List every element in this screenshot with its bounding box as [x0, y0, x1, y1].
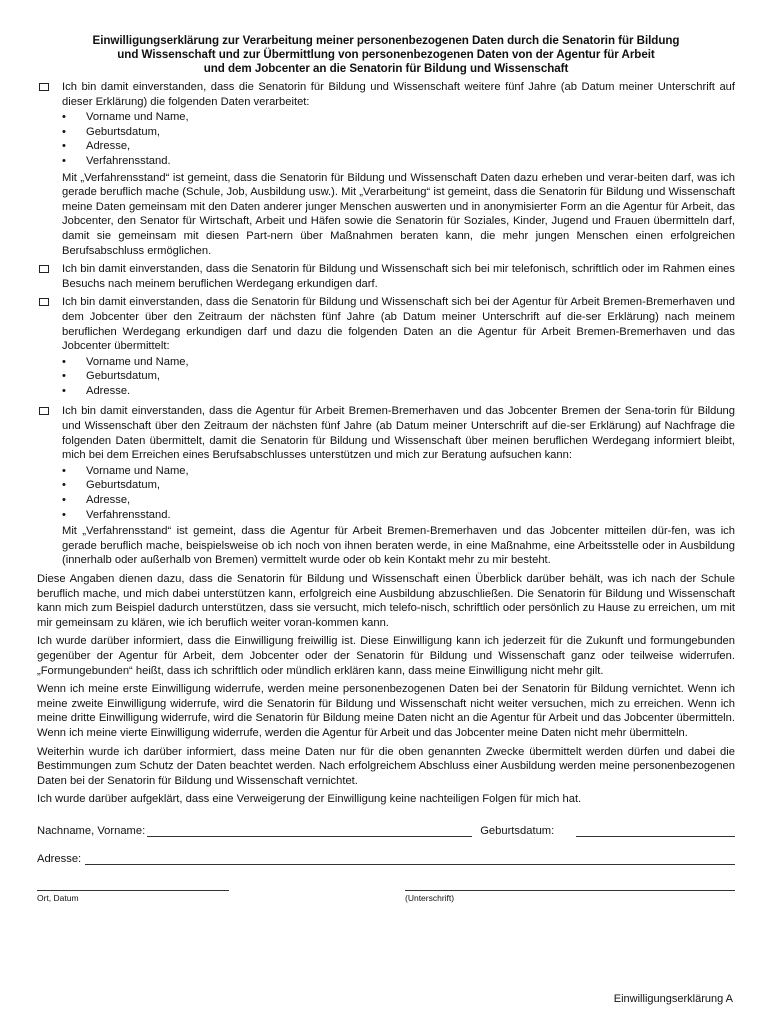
list-item: • Geburtsdatum,: [62, 479, 160, 492]
address-label: Adresse:: [37, 852, 82, 865]
list-item: • Adresse,: [62, 140, 131, 153]
document-title: [37, 34, 735, 76]
consent-4-text: Ich bin damit einverstanden, dass die Agentur für Arbeit Bremen-Bremerhaven und das Jobcenter Bremen der Sena-torin für Bildung und Wissenschaft über den Zeitraum der nächsten fünf Jahre (ab Datum meiner Unterschrift auf die-ser Erklärung) auf Nachfrage die folgenden Daten übermittelt, damit die Senatorin für Bildung und Wissenschaft über meinen beruflichen Werdegang informiert bleibt, mich bei dem Erreichen eines Berufsabschlusses unterstützen und mich zur Beratung aufsuchen kann:: [62, 405, 735, 462]
birthdate-label: Geburtsdatum:: [480, 824, 555, 837]
consent-item-2: [37, 262, 735, 291]
consent-1-list: [62, 110, 735, 168]
consent-3-text: Ich bin damit einverstanden, dass die Senatorin für Bildung und Wissenschaft sich bei der Agentur für Arbeit Bremen-Bremerhaven und dem Jobcenter über den Zeitraum der nächsten fünf Jahre (ab Datum meiner Unterschrift auf die-ser Erklärung) nach meinem beruflichen Werdegang erkundigen darf und dazu die folgenden Daten an die Agentur für Arbeit Bremen-Bremerhaven und das Jobcenter übermittelt:: [62, 296, 735, 353]
footer-form-id: Einwilligungserklärung A: [613, 993, 733, 1005]
list-item: • Adresse,: [62, 494, 131, 507]
consent-4-note: Mit „Verfahrensstand“ ist gemeint, dass die Agentur für Arbeit Bremen-Bremerhaven und das Jobcenter mitteilen dür-fen, was ich gerade beruflich mache, beispielsweise ob ich noch von ihnen beraten werde, in eine Maßnahme, eine Arbeitsstelle oder in Ausbildung (innerhalb oder außerhalb von Bremen) vermittelt wurde oder ob kein Kontakt mehr zu mir besteht.: [62, 525, 735, 567]
consent-2-text: Ich bin damit einverstanden, dass die Senatorin für Bildung und Wissenschaft sich bei mir telefonisch, schriftlich oder im Rahmen eines Besuchs nach meinem beruflichen Werdegang erkundigen darf.: [62, 263, 735, 290]
consent-3-list: [62, 355, 735, 399]
consent-3-checkbox[interactable]: [39, 298, 49, 306]
list-item: • Adresse.: [62, 384, 131, 397]
title-line: und Wissenschaft und zur Übermittlung von personenbezogenen Daten von der Agentur für Arbeit: [117, 48, 655, 61]
list-item: • Geburtsdatum,: [62, 125, 160, 138]
consent-4-checkbox[interactable]: [39, 407, 49, 415]
place-date-label: Ort, Datum: [37, 892, 79, 903]
consent-1-text: Ich bin damit einverstanden, dass die Senatorin für Bildung und Wissenschaft weitere fünf Jahre (ab Datum meiner Unterschrift auf dieser Erklärung) die folgenden Daten verarbeitet:: [62, 81, 735, 108]
paragraph-data-use: Weiterhin wurde ich darüber informiert, dass meine Daten nur für die oben genannten Zwecke übermittelt werden dürfen und dabei die Bestimmungen zum Schutz der Daten beachtet werden. Nach erfolgreichem Abschluss einer Ausbildung werden meine personenbezogenen Daten bei der Senatorin für Bildung und Wissenschaft vernichtet.: [37, 745, 735, 787]
paragraph-revocation: Wenn ich meine erste Einwilligung widerrufe, werden meine personenbezogenen Daten bei der Senatorin für Bildung vernichtet. Wenn ich meine zweite Einwilligung widerrufe, wird die Senatorin für Bildung und Wissenschaft nicht weiter versuchen, mich zu erreichen. Wenn ich meine dritte Einwilligung widerrufe, wird die Senatorin für Bildung meine Daten nicht an die Agentur für Arbeit und das Jobcenter übermitteln. Wenn ich meine vierte Einwilligung widerrufe, werden die Agentur für Arbeit und das Jobcenter meine Daten nicht mehr übermitteln.: [37, 683, 735, 739]
name-field[interactable]: [147, 825, 472, 837]
list-item: • Geburtsdatum,: [62, 370, 160, 383]
consent-item-1: [37, 80, 735, 258]
list-item: • Vorname und Name,: [62, 464, 189, 477]
consent-4-list: [62, 464, 735, 522]
list-item: • Verfahrensstand.: [62, 154, 171, 167]
consent-item-4: [37, 404, 735, 568]
consent-2-checkbox[interactable]: [39, 265, 49, 273]
title-line: Einwilligungserklärung zur Verarbeitung meiner personenbezogenen Daten durch die Senatorin für Bildung: [92, 34, 680, 47]
signature-label: (Unterschrift): [405, 892, 455, 903]
address-field[interactable]: [85, 853, 735, 865]
place-date-line[interactable]: [37, 889, 229, 891]
title-line: und dem Jobcenter an die Senatorin für Bildung und Wissenschaft: [203, 62, 569, 75]
document-page: [37, 34, 735, 903]
list-item: • Vorname und Name,: [62, 355, 189, 368]
signature-line[interactable]: [405, 889, 735, 891]
paragraph-purpose: Diese Angaben dienen dazu, dass die Senatorin für Bildung und Wissenschaft einen Überblick darüber behält, was ich nach der Schule beruflich mache, und mich dabei unterstützen kann, erfolgreich eine Ausbildung abzuschließen. Die Senatorin für Bildung und Wissenschaft kann mich zum Beispiel dadurch unterstützen, dass sie versucht, mich telefo-nisch, schriftlich oder persönlich zu Hause zu erreichen, um mit mir gemeinsam zu klären, wie ich beruflich weiter voran-kommen kann.: [37, 573, 735, 629]
consent-1-note: Mit „Verfahrensstand“ ist gemeint, dass die Senatorin für Bildung und Wissenschaft Daten dazu erheben und verar-beiten darf, was ich gerade beruflich mache (Schule, Job, Ausbildung usw.). Mit „Verarbeitung“ ist gemeint, dass die Senatorin für Bildung und Wissenschaft meine Daten gemeinsam mit den Daten anderer junger Menschen auswerten und in anonymisierter Form an die Agentur für Arbeit, das Jobcenter, den Senator für Wirtschaft, Arbeit und Häfen sowie die Senatorin für Soziales, Kinder, Jugend und Frauen übermitteln darf, damit sie gemeinsam mit diesen Part-nern über Maßnahmen beraten kann, die mehr jungen Menschen einen erfolgreichen Berufsabschluss ermöglichen.: [62, 171, 735, 257]
form-fields: [37, 825, 735, 865]
paragraph-voluntary: Ich wurde darüber informiert, dass die Einwilligung freiwillig ist. Diese Einwilligung kann ich jederzeit für die Zukunft und formungebunden gegenüber der Agentur für Arbeit, dem Jobcenter oder der Senatorin für Bildung und Wissenschaft ganz oder teilweise widerrufen. „Formungebunden“ heißt, dass ich schriftlich oder mündlich erklären kann, dass meine Einwilligung nicht mehr gilt.: [37, 635, 735, 677]
consent-1-checkbox[interactable]: [39, 83, 49, 91]
paragraph-no-disadvantage: Ich wurde darüber aufgeklärt, dass eine Verweigerung der Einwilligung keine nachteiligen Folgen für mich hat.: [37, 793, 582, 806]
name-label: Nachname, Vorname:: [37, 824, 146, 837]
signature-area: [37, 889, 735, 903]
list-item: • Vorname und Name,: [62, 111, 189, 124]
list-item: • Verfahrensstand.: [62, 508, 171, 521]
birthdate-field[interactable]: [576, 825, 735, 837]
consent-item-3: [37, 295, 735, 400]
